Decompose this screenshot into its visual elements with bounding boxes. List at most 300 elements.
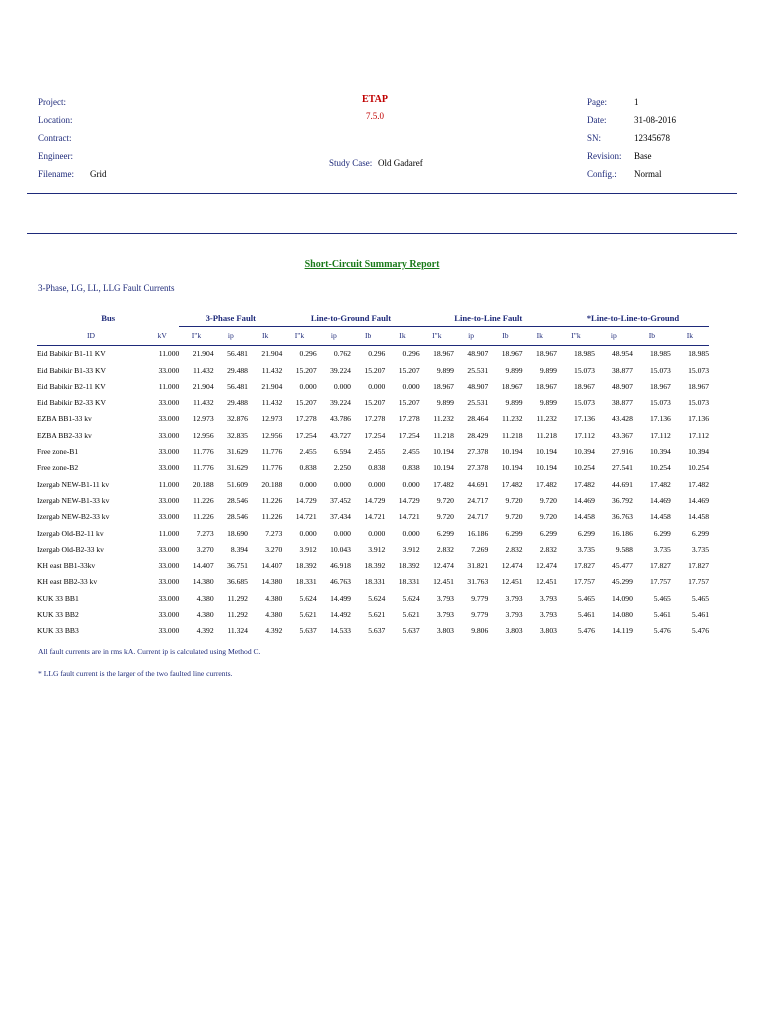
bus-id-cell: Izergab NEW-B1-11 kv bbox=[37, 479, 110, 489]
column-header: kV bbox=[145, 327, 179, 346]
bus-id-cell: Eid Babikir B1-11 KV bbox=[37, 349, 106, 359]
value-cell: 28.546 bbox=[227, 495, 248, 505]
app-version: 7.5.0 bbox=[366, 111, 384, 121]
value-cell: 18.392 bbox=[364, 561, 386, 571]
value-cell: 3.735 bbox=[577, 544, 595, 554]
value-cell: 17.278 bbox=[295, 414, 317, 424]
value-cell: 5.637 bbox=[402, 626, 420, 636]
value-cell: 12.973 bbox=[192, 414, 214, 424]
contract-label: Contract: bbox=[38, 133, 72, 143]
value-cell: 0.000 bbox=[402, 479, 420, 489]
bus-id-cell: Izergab NEW-B1-33 kv bbox=[37, 495, 110, 505]
value-cell: 3.793 bbox=[539, 593, 557, 603]
bus-id-cell: Izergab Old-B2-11 kv bbox=[37, 528, 104, 538]
value-cell: 32.835 bbox=[227, 430, 248, 440]
value-cell: 5.637 bbox=[299, 626, 317, 636]
value-cell: 18.331 bbox=[398, 577, 420, 587]
value-cell: 18.331 bbox=[295, 577, 317, 587]
value-cell: 0.000 bbox=[333, 528, 351, 538]
value-cell: 5.476 bbox=[653, 626, 671, 636]
value-cell: 15.073 bbox=[688, 398, 709, 408]
value-cell: 14.721 bbox=[364, 512, 386, 522]
sn-label: SN: bbox=[587, 133, 602, 143]
project-label: Project: bbox=[38, 97, 66, 107]
value-cell: 3.912 bbox=[402, 544, 420, 554]
value-cell: 17.136 bbox=[688, 414, 709, 424]
value-cell: 17.254 bbox=[398, 430, 420, 440]
value-cell: 6.299 bbox=[505, 528, 523, 538]
value-cell: 11.218 bbox=[536, 430, 557, 440]
value-cell: 36.751 bbox=[227, 561, 248, 571]
page-label: Page: bbox=[587, 97, 607, 107]
value-cell: 24.717 bbox=[467, 495, 489, 505]
value-cell: 14.080 bbox=[611, 610, 633, 620]
value-cell: 10.194 bbox=[501, 463, 523, 473]
value-cell: 33.000 bbox=[158, 610, 180, 620]
value-cell: 29.488 bbox=[227, 398, 248, 408]
value-cell: 15.073 bbox=[649, 398, 671, 408]
group-line-to-ground: Line-to-Ground Fault bbox=[282, 310, 419, 327]
value-cell: 11.226 bbox=[261, 512, 283, 522]
value-cell: 5.465 bbox=[691, 593, 709, 603]
value-cell: 5.461 bbox=[653, 610, 671, 620]
value-cell: 18.331 bbox=[364, 577, 386, 587]
value-cell: 0.296 bbox=[299, 349, 317, 359]
value-cell: 11.292 bbox=[227, 593, 248, 603]
value-cell: 9.899 bbox=[436, 365, 454, 375]
bus-id-cell: Izergab Old-B2-33 kv bbox=[37, 544, 104, 554]
column-header: ip bbox=[454, 327, 488, 346]
value-cell: 9.720 bbox=[436, 512, 454, 522]
table-row bbox=[37, 428, 709, 444]
value-cell: 39.224 bbox=[330, 365, 351, 375]
value-cell: 14.729 bbox=[295, 495, 317, 505]
value-cell: 21.904 bbox=[192, 349, 214, 359]
revision-value: Base bbox=[634, 151, 652, 161]
value-cell: 36.685 bbox=[227, 577, 248, 587]
value-cell: 15.207 bbox=[398, 398, 420, 408]
report-subtitle: 3-Phase, LG, LL, LLG Fault Currents bbox=[38, 283, 175, 293]
value-cell: 18.967 bbox=[433, 349, 454, 359]
table-row bbox=[37, 591, 709, 607]
group-line-to-line-to-ground: *Line-to-Line-to-Ground bbox=[557, 310, 709, 327]
value-cell: 6.299 bbox=[577, 528, 595, 538]
value-cell: 0.000 bbox=[368, 479, 386, 489]
value-cell: 11.776 bbox=[261, 463, 283, 473]
value-cell: 0.838 bbox=[299, 463, 317, 473]
value-cell: 14.407 bbox=[192, 561, 214, 571]
value-cell: 10.254 bbox=[649, 463, 671, 473]
value-cell: 9.588 bbox=[615, 544, 633, 554]
value-cell: 15.207 bbox=[364, 365, 386, 375]
value-cell: 6.299 bbox=[653, 528, 671, 538]
value-cell: 0.000 bbox=[299, 528, 317, 538]
value-cell: 48.907 bbox=[467, 381, 489, 391]
value-cell: 18.967 bbox=[574, 381, 595, 391]
table-row bbox=[37, 444, 709, 460]
value-cell: 14.469 bbox=[574, 495, 595, 505]
study-case-label: Study Case: bbox=[329, 158, 373, 168]
study-case-value: Old Gadaref bbox=[378, 158, 423, 168]
note-units: All fault currents are in rms kA. Current ip is calculated using Method C. bbox=[38, 647, 261, 656]
value-cell: 33.000 bbox=[158, 577, 180, 587]
value-cell: 10.194 bbox=[433, 447, 454, 457]
value-cell: 14.729 bbox=[364, 495, 386, 505]
value-cell: 3.912 bbox=[368, 544, 386, 554]
value-cell: 5.461 bbox=[691, 610, 709, 620]
table-row bbox=[37, 558, 709, 574]
value-cell: 11.226 bbox=[261, 495, 283, 505]
note-llg: * LLG fault current is the larger of the two faulted line currents. bbox=[38, 669, 233, 678]
value-cell: 5.476 bbox=[691, 626, 709, 636]
value-cell: 2.832 bbox=[505, 544, 523, 554]
value-cell: 56.481 bbox=[227, 381, 248, 391]
value-cell: 5.624 bbox=[368, 593, 386, 603]
value-cell: 9.720 bbox=[505, 495, 523, 505]
value-cell: 9.899 bbox=[436, 398, 454, 408]
table-row bbox=[37, 574, 709, 590]
column-header: Ib bbox=[488, 327, 522, 346]
value-cell: 43.428 bbox=[611, 414, 633, 424]
value-cell: 31.821 bbox=[467, 561, 489, 571]
value-cell: 5.637 bbox=[368, 626, 386, 636]
value-cell: 36.792 bbox=[611, 495, 633, 505]
value-cell: 3.912 bbox=[299, 544, 317, 554]
value-cell: 3.793 bbox=[436, 610, 454, 620]
value-cell: 21.904 bbox=[261, 381, 283, 391]
value-cell: 17.757 bbox=[574, 577, 595, 587]
value-cell: 9.899 bbox=[505, 365, 523, 375]
value-cell: 11.226 bbox=[193, 512, 214, 522]
location-label: Location: bbox=[38, 115, 73, 125]
group-three-phase: 3-Phase Fault bbox=[179, 310, 282, 327]
value-cell: 18.392 bbox=[398, 561, 420, 571]
table-row bbox=[37, 493, 709, 509]
value-cell: 0.000 bbox=[402, 381, 420, 391]
value-cell: 43.786 bbox=[330, 414, 351, 424]
value-cell: 10.394 bbox=[649, 447, 671, 457]
value-cell: 9.899 bbox=[539, 398, 557, 408]
value-cell: 44.691 bbox=[467, 479, 489, 489]
value-cell: 37.452 bbox=[330, 495, 351, 505]
value-cell: 17.482 bbox=[433, 479, 454, 489]
value-cell: 18.985 bbox=[574, 349, 595, 359]
value-cell: 0.000 bbox=[333, 381, 351, 391]
sn-value: 12345678 bbox=[634, 133, 670, 143]
bus-id-cell: Eid Babikir B2-11 KV bbox=[37, 381, 106, 391]
value-cell: 45.477 bbox=[611, 561, 633, 571]
header-divider bbox=[27, 193, 737, 194]
value-cell: 10.194 bbox=[433, 463, 454, 473]
value-cell: 9.720 bbox=[539, 495, 557, 505]
value-cell: 15.207 bbox=[295, 365, 317, 375]
value-cell: 31.629 bbox=[227, 463, 248, 473]
value-cell: 43.727 bbox=[330, 430, 351, 440]
value-cell: 33.000 bbox=[158, 447, 180, 457]
config-label: Config.: bbox=[587, 169, 617, 179]
section-divider bbox=[27, 233, 737, 234]
value-cell: 33.000 bbox=[158, 561, 180, 571]
value-cell: 12.474 bbox=[433, 561, 454, 571]
value-cell: 14.407 bbox=[261, 561, 283, 571]
table-row bbox=[37, 379, 709, 395]
value-cell: 28.464 bbox=[467, 414, 489, 424]
value-cell: 44.691 bbox=[611, 479, 633, 489]
column-header: Ib bbox=[351, 327, 385, 346]
value-cell: 3.793 bbox=[505, 610, 523, 620]
group-bus: Bus bbox=[101, 313, 116, 324]
value-cell: 0.000 bbox=[368, 381, 386, 391]
value-cell: 10.194 bbox=[536, 447, 557, 457]
value-cell: 9.720 bbox=[505, 512, 523, 522]
value-cell: 2.455 bbox=[299, 447, 317, 457]
bus-id-cell: KH east BB2-33 kv bbox=[37, 577, 98, 587]
value-cell: 38.877 bbox=[611, 398, 633, 408]
value-cell: 17.112 bbox=[574, 430, 595, 440]
value-cell: 51.609 bbox=[227, 479, 248, 489]
value-cell: 27.378 bbox=[467, 463, 489, 473]
value-cell: 10.394 bbox=[574, 447, 595, 457]
column-header: Ik bbox=[385, 327, 419, 346]
table-row bbox=[37, 363, 709, 379]
value-cell: 11.232 bbox=[536, 414, 557, 424]
value-cell: 18.967 bbox=[433, 381, 454, 391]
value-cell: 2.250 bbox=[333, 463, 351, 473]
value-cell: 12.474 bbox=[536, 561, 557, 571]
value-cell: 5.621 bbox=[368, 610, 386, 620]
value-cell: 11.776 bbox=[261, 447, 283, 457]
column-header: Ik bbox=[523, 327, 557, 346]
value-cell: 3.735 bbox=[691, 544, 709, 554]
bus-id-cell: EZBA BB1-33 kv bbox=[37, 414, 92, 424]
column-header: ip bbox=[214, 327, 248, 346]
value-cell: 10.043 bbox=[330, 544, 351, 554]
value-cell: 11.776 bbox=[193, 463, 214, 473]
app-name: ETAP bbox=[362, 94, 388, 105]
value-cell: 17.482 bbox=[501, 479, 523, 489]
column-header: I"k bbox=[420, 327, 454, 346]
column-header: ip bbox=[317, 327, 351, 346]
value-cell: 11.000 bbox=[158, 479, 180, 489]
value-cell: 48.907 bbox=[467, 349, 489, 359]
value-cell: 11.226 bbox=[193, 495, 214, 505]
value-cell: 18.967 bbox=[536, 381, 557, 391]
value-cell: 6.594 bbox=[333, 447, 351, 457]
value-cell: 17.757 bbox=[649, 577, 671, 587]
value-cell: 9.720 bbox=[436, 495, 454, 505]
value-cell: 33.000 bbox=[158, 512, 180, 522]
table-row bbox=[37, 460, 709, 476]
filename-value: Grid bbox=[90, 169, 107, 179]
value-cell: 2.455 bbox=[368, 447, 386, 457]
value-cell: 17.254 bbox=[364, 430, 386, 440]
value-cell: 6.299 bbox=[539, 528, 557, 538]
value-cell: 17.278 bbox=[364, 414, 386, 424]
value-cell: 12.956 bbox=[192, 430, 214, 440]
column-header: I"k bbox=[282, 327, 316, 346]
value-cell: 18.392 bbox=[295, 561, 317, 571]
value-cell: 11.218 bbox=[502, 430, 523, 440]
value-cell: 25.531 bbox=[467, 398, 489, 408]
value-cell: 48.954 bbox=[611, 349, 633, 359]
value-cell: 33.000 bbox=[158, 398, 180, 408]
value-cell: 6.299 bbox=[436, 528, 454, 538]
value-cell: 39.224 bbox=[330, 398, 351, 408]
bus-id-cell: KH east BB1-33kv bbox=[37, 561, 96, 571]
value-cell: 5.621 bbox=[402, 610, 420, 620]
bus-id-cell: KUK 33 BB1 bbox=[37, 593, 79, 603]
value-cell: 11.432 bbox=[261, 398, 283, 408]
value-cell: 37.434 bbox=[330, 512, 351, 522]
value-cell: 10.194 bbox=[501, 447, 523, 457]
value-cell: 20.188 bbox=[192, 479, 214, 489]
value-cell: 14.380 bbox=[192, 577, 214, 587]
value-cell: 18.967 bbox=[501, 381, 523, 391]
column-header: ID bbox=[37, 327, 145, 346]
value-cell: 12.973 bbox=[261, 414, 283, 424]
value-cell: 5.621 bbox=[299, 610, 317, 620]
summary-table bbox=[37, 310, 709, 640]
value-cell: 33.000 bbox=[158, 414, 180, 424]
value-cell: 15.073 bbox=[574, 365, 595, 375]
value-cell: 11.432 bbox=[193, 365, 214, 375]
bus-id-cell: KUK 33 BB3 bbox=[37, 626, 79, 636]
value-cell: 18.967 bbox=[501, 349, 523, 359]
value-cell: 3.270 bbox=[265, 544, 283, 554]
value-cell: 38.877 bbox=[611, 365, 633, 375]
value-cell: 17.136 bbox=[649, 414, 671, 424]
column-header: I"k bbox=[179, 327, 213, 346]
value-cell: 14.729 bbox=[398, 495, 420, 505]
value-cell: 12.451 bbox=[536, 577, 557, 587]
column-header: Ik bbox=[671, 327, 709, 346]
group-header-row bbox=[37, 310, 709, 327]
value-cell: 5.465 bbox=[577, 593, 595, 603]
value-cell: 14.380 bbox=[261, 577, 283, 587]
value-cell: 14.458 bbox=[649, 512, 671, 522]
value-cell: 18.967 bbox=[649, 381, 671, 391]
value-cell: 17.254 bbox=[295, 430, 317, 440]
value-cell: 15.073 bbox=[688, 365, 709, 375]
bus-id-cell: Free zone-B1 bbox=[37, 447, 79, 457]
bus-id-cell: KUK 33 BB2 bbox=[37, 610, 79, 620]
page-value: 1 bbox=[634, 97, 639, 107]
value-cell: 0.000 bbox=[299, 381, 317, 391]
value-cell: 3.803 bbox=[539, 626, 557, 636]
value-cell: 0.000 bbox=[402, 528, 420, 538]
value-cell: 12.451 bbox=[433, 577, 454, 587]
value-cell: 15.207 bbox=[398, 365, 420, 375]
value-cell: 3.735 bbox=[653, 544, 671, 554]
table-row bbox=[37, 623, 709, 639]
value-cell: 17.827 bbox=[649, 561, 671, 571]
value-cell: 14.458 bbox=[688, 512, 709, 522]
value-cell: 16.186 bbox=[467, 528, 489, 538]
value-cell: 14.090 bbox=[611, 593, 633, 603]
value-cell: 7.269 bbox=[471, 544, 489, 554]
value-cell: 0.296 bbox=[368, 349, 386, 359]
value-cell: 11.432 bbox=[193, 398, 214, 408]
value-cell: 17.482 bbox=[649, 479, 671, 489]
value-cell: 10.394 bbox=[688, 447, 709, 457]
bus-id-cell: Free zone-B2 bbox=[37, 463, 79, 473]
value-cell: 11.776 bbox=[193, 447, 214, 457]
value-cell: 8.394 bbox=[230, 544, 248, 554]
value-cell: 9.720 bbox=[539, 512, 557, 522]
value-cell: 9.779 bbox=[471, 610, 489, 620]
value-cell: 33.000 bbox=[158, 544, 180, 554]
value-cell: 4.380 bbox=[265, 610, 283, 620]
value-cell: 4.392 bbox=[196, 626, 214, 636]
column-header: I"k bbox=[557, 327, 595, 346]
value-cell: 3.803 bbox=[436, 626, 454, 636]
value-cell: 7.273 bbox=[265, 528, 283, 538]
table-row bbox=[37, 477, 709, 493]
value-cell: 4.380 bbox=[265, 593, 283, 603]
value-cell: 4.380 bbox=[196, 593, 214, 603]
value-cell: 31.763 bbox=[467, 577, 489, 587]
table-row bbox=[37, 346, 709, 363]
value-cell: 43.367 bbox=[611, 430, 633, 440]
value-cell: 9.779 bbox=[471, 593, 489, 603]
value-cell: 7.273 bbox=[196, 528, 214, 538]
value-cell: 10.194 bbox=[536, 463, 557, 473]
value-cell: 14.469 bbox=[688, 495, 709, 505]
value-cell: 21.904 bbox=[261, 349, 283, 359]
value-cell: 10.254 bbox=[688, 463, 709, 473]
value-cell: 10.254 bbox=[574, 463, 595, 473]
filename-label: Filename: bbox=[38, 169, 74, 179]
value-cell: 33.000 bbox=[158, 463, 180, 473]
value-cell: 3.803 bbox=[505, 626, 523, 636]
value-cell: 20.188 bbox=[261, 479, 283, 489]
value-cell: 17.827 bbox=[574, 561, 595, 571]
value-cell: 18.967 bbox=[688, 381, 709, 391]
value-cell: 3.793 bbox=[436, 593, 454, 603]
value-cell: 32.876 bbox=[227, 414, 248, 424]
value-cell: 18.985 bbox=[649, 349, 671, 359]
bus-id-cell: EZBA BB2-33 kv bbox=[37, 430, 92, 440]
engineer-label: Engineer: bbox=[38, 151, 73, 161]
value-cell: 14.499 bbox=[330, 593, 351, 603]
value-cell: 11.292 bbox=[227, 610, 248, 620]
value-cell: 5.624 bbox=[299, 593, 317, 603]
value-cell: 9.806 bbox=[471, 626, 489, 636]
bus-id-cell: Eid Babikir B1-33 KV bbox=[37, 365, 106, 375]
value-cell: 28.429 bbox=[467, 430, 489, 440]
config-value: Normal bbox=[634, 169, 662, 179]
value-cell: 14.721 bbox=[295, 512, 317, 522]
value-cell: 14.458 bbox=[574, 512, 595, 522]
value-cell: 0.838 bbox=[402, 463, 420, 473]
value-cell: 0.762 bbox=[333, 349, 351, 359]
value-cell: 27.916 bbox=[611, 447, 633, 457]
value-cell: 27.541 bbox=[611, 463, 633, 473]
value-cell: 14.469 bbox=[649, 495, 671, 505]
value-cell: 11.232 bbox=[502, 414, 523, 424]
value-cell: 2.832 bbox=[539, 544, 557, 554]
table-row bbox=[37, 607, 709, 623]
value-cell: 0.000 bbox=[299, 479, 317, 489]
value-cell: 14.721 bbox=[398, 512, 420, 522]
value-cell: 3.793 bbox=[505, 593, 523, 603]
value-cell: 31.629 bbox=[227, 447, 248, 457]
value-cell: 27.378 bbox=[467, 447, 489, 457]
group-line-to-line: Line-to-Line Fault bbox=[420, 310, 557, 327]
value-cell: 56.481 bbox=[227, 349, 248, 359]
bus-id-cell: Eid Babikir B2-33 KV bbox=[37, 398, 106, 408]
value-cell: 5.476 bbox=[577, 626, 595, 636]
